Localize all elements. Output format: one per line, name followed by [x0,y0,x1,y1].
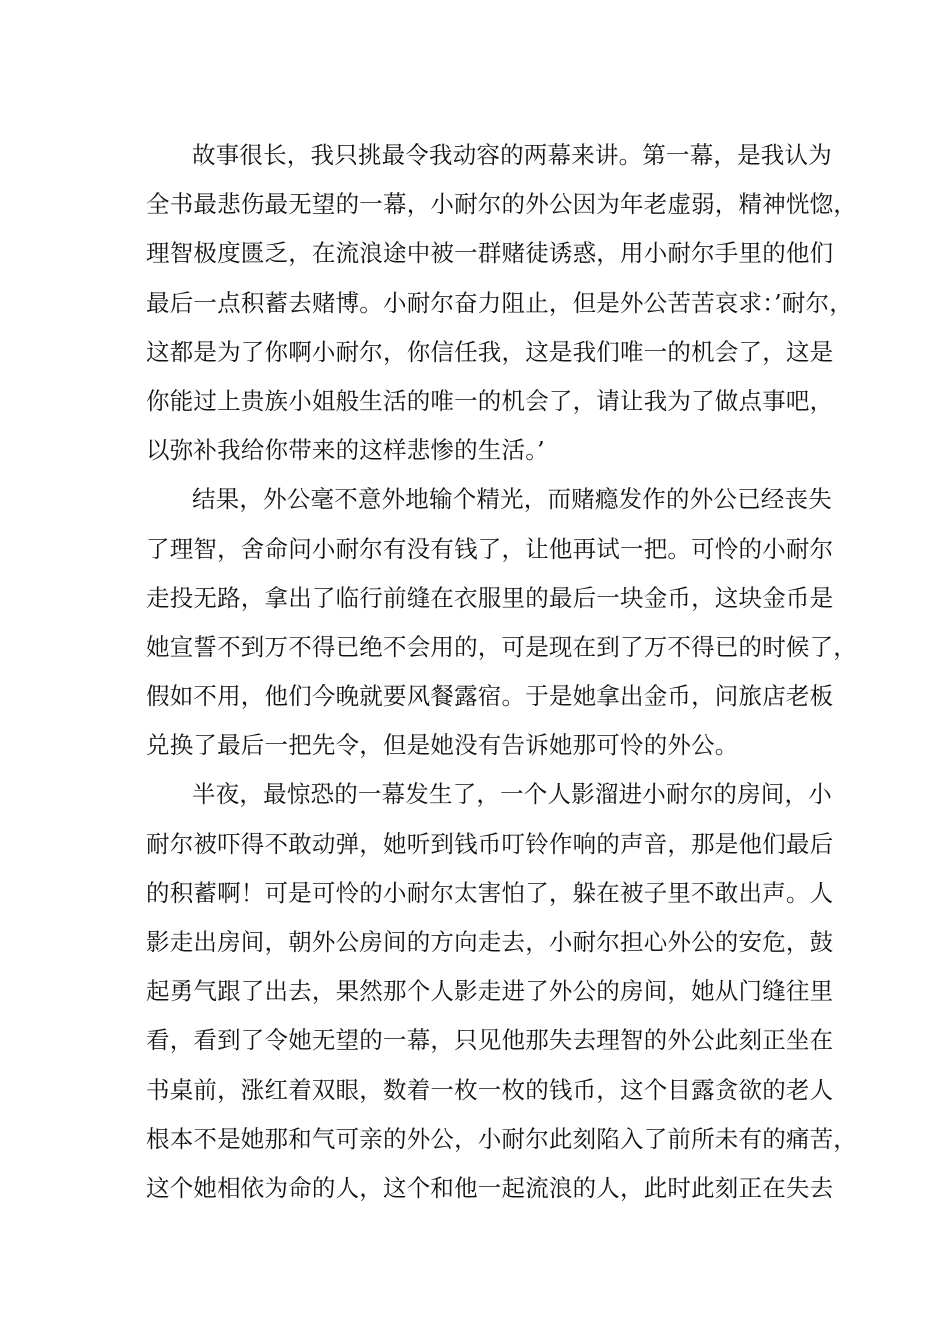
text-line: 耐尔被吓得不敢动弹，她听到钱币叮铃作响的声音，那是他们最后 [146,829,834,858]
paragraph-3 [146,770,857,1213]
text-line: 半夜，最惊恐的一幕发生了，一个人影溜进小耐尔的房间，小 [192,780,832,809]
text-line: 影走出房间，朝外公房间的方向走去，小耐尔担心外公的安危，鼓 [146,928,834,956]
text-line: 根本不是她那和气可亲的外公，小耐尔此刻陷入了前所未有的痛苦， [146,1124,857,1153]
body-text [146,131,857,1213]
text-line: 你能过上贵族小姐般生活的唯一的机会了，请让我为了做点事吧， [146,386,834,415]
text-line: 看，看到了令她无望的一幕，只见他那失去理智的外公此刻正坐在 [146,1026,834,1055]
text-line: 理智极度匮乏，在流浪途中被一群赌徒诱惑，用小耐尔手里的他们 [146,239,834,268]
paragraph-1 [146,131,857,475]
text-line: 了理智，舍命问小耐尔有没有钱了，让他再试一把。可怜的小耐尔 [146,534,834,563]
text-line: 这都是为了你啊小耐尔，你信任我，这是我们唯一的机会了，这是 [146,337,834,366]
text-line: 假如不用，他们今晚就要风餐露宿。于是她拿出金币，问旅店老板 [146,682,834,711]
text-line: 全书最悲伤最无望的一幕，小耐尔的外公因为年老虚弱，精神恍惚， [146,190,857,219]
text-line: 结果，外公毫不意外地输个精光，而赌瘾发作的外公已经丧失 [192,485,832,514]
text-line: 以弥补我给你带来的这样悲惨的生活。’ [146,436,545,465]
text-line: 兑换了最后一把先令，但是她没有告诉她那可怜的外公。 [146,731,739,760]
text-line: 这个她相依为命的人，这个和他一起流浪的人，此时此刻正在失去 [146,1173,834,1202]
text-line: 故事很长，我只挑最令我动容的两幕来讲。第一幕，是我认为 [192,141,832,169]
paragraph-2 [146,475,857,770]
text-line: 最后一点积蓄去赌博。小耐尔奋力阻止，但是外公苦苦哀求：’耐尔， [146,288,853,317]
text-line: 的积蓄啊！可是可怜的小耐尔太害怕了，躲在被子里不敢出声。人 [146,878,834,907]
text-line: 她宣誓不到万不得已绝不会用的，可是现在到了万不得已的时候了， [146,632,857,661]
text-line: 起勇气跟了出去，果然那个人影走进了外公的房间，她从门缝往里 [146,977,834,1006]
text-line: 书桌前，涨红着双眼，数着一枚一枚的钱币，这个目露贪欲的老人 [146,1075,834,1104]
text-line: 走投无路，拿出了临行前缝在衣服里的最后一块金币，这块金币是 [146,583,834,612]
